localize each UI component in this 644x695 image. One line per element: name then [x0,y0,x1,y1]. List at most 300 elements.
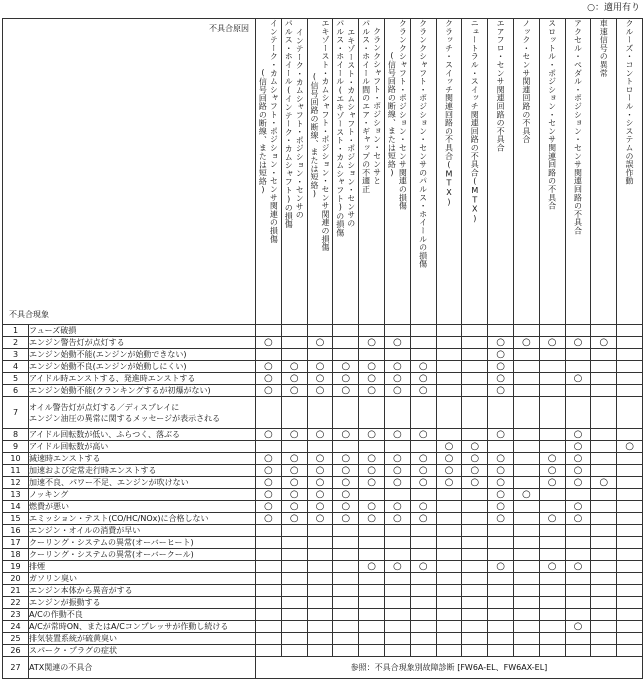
applicability-cell [307,453,333,465]
applicability-cell [488,397,514,429]
applicability-cell [513,621,539,633]
symptom-cell [29,361,256,373]
applicability-cell [591,597,617,609]
applicability-cell [436,621,462,633]
applicability-cell [307,349,333,361]
applicability-cell [513,441,539,453]
applicability-cell [565,501,591,513]
applicable-mark: ○ [393,452,402,464]
applicability-cell [359,597,385,609]
symptom-text: A/Cが常時ON、またはA/Cコンプレッサが作動し続ける [29,622,229,631]
applicability-cell [410,645,436,657]
applicability-cell [513,501,539,513]
applicability-cell [617,645,643,657]
applicability-cell [462,537,488,549]
table-row [3,501,643,513]
applicable-mark: ○ [470,464,480,476]
row-number: 13 [3,489,29,501]
applicability-cell [565,349,591,361]
applicability-cell [436,597,462,609]
applicability-cell [591,573,617,585]
applicability-cell [281,573,307,585]
applicability-cell [359,337,385,349]
applicable-mark: ○ [367,336,376,348]
applicability-cell [384,453,410,465]
applicability-cell [281,633,307,645]
applicability-cell [488,441,514,453]
applicability-cell [513,585,539,597]
applicability-cell [488,597,514,609]
applicability-cell [436,513,462,525]
applicability-cell [591,465,617,477]
applicability-cell [513,325,539,337]
applicable-mark: ○ [573,336,583,348]
applicability-cell [307,621,333,633]
applicability-cell [436,453,462,465]
applicability-cell [307,489,333,501]
applicability-cell [513,537,539,549]
applicability-cell [513,465,539,477]
applicable-mark: ○ [341,452,351,464]
applicable-mark: ○ [547,464,557,476]
applicability-cell [256,361,282,373]
applicable-mark: ○ [315,428,325,440]
applicability-cell [307,501,333,513]
applicability-cell [410,453,436,465]
row-number: 2 [3,337,29,349]
applicability-cell [359,397,385,429]
applicability-cell [384,525,410,537]
applicability-cell [539,501,565,513]
applicability-cell [307,537,333,549]
row-number: 21 [3,585,29,597]
applicable-mark: ○ [367,560,376,572]
applicability-cell [591,477,617,489]
symptom-text: 加速および定常走行時エンストする [29,466,157,475]
applicability-cell [333,609,359,621]
applicability-cell [410,361,436,373]
applicability-cell [281,489,307,501]
table-row [3,325,643,337]
applicability-cell [256,489,282,501]
applicability-cell [462,385,488,397]
applicability-cell [256,337,282,349]
symptom-text: クーリング・システムの異常(オーバークール) [29,550,194,559]
applicability-cell [436,501,462,513]
applicability-cell [384,325,410,337]
table-row [3,373,643,385]
applicable-mark: ○ [315,372,325,384]
table-row [3,429,643,441]
applicable-mark: ○ [289,372,299,384]
applicability-cell [256,441,282,453]
applicable-mark: ○ [315,476,325,488]
applicability-cell [488,549,514,561]
applicability-cell [384,513,410,525]
table-row [3,477,643,489]
applicability-cell [333,361,359,373]
symptom-text: 排煙 [29,562,45,571]
applicability-cell [384,501,410,513]
applicability-cell [359,429,385,441]
applicability-cell [565,525,591,537]
symptom-cause-matrix [2,18,643,679]
applicability-cell [436,397,462,429]
applicability-cell [462,561,488,573]
table-row [3,397,643,429]
row-number: 20 [3,573,29,585]
applicability-cell [436,325,462,337]
symptom-text: エンジン油圧の異常に関するメッセージが表示される [29,413,221,423]
applicable-mark: ○ [573,372,583,384]
applicability-cell [359,477,385,489]
applicability-cell [591,453,617,465]
applicability-cell [488,325,514,337]
applicable-mark: ○ [289,488,299,500]
applicability-cell [462,453,488,465]
cause-column-header [462,19,488,325]
applicability-cell [539,429,565,441]
row-number: 10 [3,453,29,465]
applicability-cell [436,385,462,397]
applicability-cell [565,621,591,633]
applicability-cell [565,453,591,465]
applicability-cell [410,501,436,513]
applicability-cell [333,477,359,489]
applicability-cell [462,325,488,337]
applicability-cell [539,561,565,573]
row-number: 5 [3,373,29,385]
applicability-cell [565,373,591,385]
applicability-cell [617,537,643,549]
applicability-cell [539,385,565,397]
cause-column-header [384,19,410,325]
applicability-cell [488,349,514,361]
applicability-cell [410,513,436,525]
applicable-mark: ○ [496,464,505,476]
applicability-cell [539,537,565,549]
symptom-text: エミッション・テスト(CO/HC/NOx)に合格しない [29,514,209,523]
applicability-cell [617,361,643,373]
applicability-cell [591,385,617,397]
symptom-cell [29,645,256,657]
cause-column-header [617,19,643,325]
applicability-cell [359,373,385,385]
applicability-cell [359,489,385,501]
cause-column-label: スロットル・ポジション・センサ関連回路の不具合 [547,19,557,210]
applicability-cell [333,633,359,645]
applicability-cell [488,561,514,573]
applicable-mark: ○ [547,476,557,488]
matrix-body [3,325,643,679]
symptom-cell [29,621,256,633]
applicable-mark: ○ [289,360,299,372]
applicability-cell [617,337,643,349]
applicability-cell [565,361,591,373]
applicable-mark: ○ [496,372,505,384]
applicability-cell [513,597,539,609]
applicable-mark: ○ [393,372,402,384]
applicability-cell [565,429,591,441]
applicability-cell [256,373,282,385]
applicability-cell [256,585,282,597]
applicability-cell [359,537,385,549]
applicability-cell [462,525,488,537]
applicable-mark: ○ [264,512,273,524]
applicability-cell [488,621,514,633]
row-number: 26 [3,645,29,657]
applicability-cell [410,621,436,633]
applicability-cell [488,513,514,525]
applicability-cell [488,477,514,489]
corner-cell [3,19,256,325]
applicability-cell [307,633,333,645]
applicability-cell [539,513,565,525]
applicable-mark: ○ [418,428,428,440]
symptom-cell [29,549,256,561]
symptom-text: A/Cの作動不良 [29,610,83,619]
applicable-mark: ○ [393,464,402,476]
table-row [3,645,643,657]
symptom-cell [29,489,256,501]
applicability-cell [333,501,359,513]
applicability-cell [281,621,307,633]
symptom-text: 燃費が悪い [29,502,69,511]
applicability-cell [410,385,436,397]
applicability-cell [281,597,307,609]
applicable-mark: ○ [289,476,299,488]
applicable-mark: ○ [573,560,583,572]
table-row [3,585,643,597]
applicability-cell [462,513,488,525]
applicability-cell [384,489,410,501]
applicability-cell [410,633,436,645]
applicability-cell [436,337,462,349]
applicability-cell [256,621,282,633]
applicability-cell [488,465,514,477]
applicability-cell [591,489,617,501]
applicability-cell [359,441,385,453]
symptom-cell [29,429,256,441]
symptom-cell [29,397,256,429]
applicability-cell [488,609,514,621]
applicability-cell [307,609,333,621]
symptom-text: ガソリン臭い [29,574,77,583]
applicable-mark: ○ [367,512,376,524]
cause-column-header [256,19,282,325]
applicability-cell [539,337,565,349]
applicability-cell [281,465,307,477]
symptom-text: ATX関連の不具合 [29,657,256,679]
symptom-cell [29,373,256,385]
applicability-cell [384,441,410,453]
applicability-cell [307,477,333,489]
applicability-cell [256,429,282,441]
applicability-cell [617,465,643,477]
applicability-cell [539,373,565,385]
applicability-cell [333,337,359,349]
table-row [3,609,643,621]
applicability-cell [359,501,385,513]
applicability-cell [462,441,488,453]
cause-column-header [281,19,307,325]
row-number: 18 [3,549,29,561]
applicability-cell [539,465,565,477]
applicability-cell [539,597,565,609]
applicable-mark: ○ [393,384,402,396]
reference-note: 参照：不具合現象別故障診断 [FW6A-EL、FW6AX-EL] [256,657,643,679]
table-row [3,597,643,609]
applicability-cell [256,465,282,477]
applicable-mark: ○ [367,428,376,440]
applicability-cell [384,373,410,385]
applicability-cell [359,609,385,621]
applicability-cell [565,561,591,573]
applicable-mark: ○ [315,336,325,348]
symptom-text: ノッキング [29,490,69,499]
applicability-cell [281,585,307,597]
applicable-mark: ○ [573,440,583,452]
applicability-cell [565,537,591,549]
applicable-mark: ○ [470,440,480,452]
applicability-cell [591,621,617,633]
applicability-cell [256,513,282,525]
applicability-cell [307,525,333,537]
applicable-mark: ○ [444,452,454,464]
applicability-cell [462,477,488,489]
applicable-mark: ○ [341,512,351,524]
applicability-cell [436,477,462,489]
applicability-cell [307,561,333,573]
applicability-cell [617,429,643,441]
applicability-cell [256,561,282,573]
applicability-cell [591,525,617,537]
applicability-cell [436,489,462,501]
table-row [3,337,643,349]
applicability-cell [384,597,410,609]
applicability-cell [436,429,462,441]
applicability-cell [591,609,617,621]
applicability-cell [539,633,565,645]
applicability-cell [488,573,514,585]
applicability-cell [462,609,488,621]
applicability-cell [333,465,359,477]
applicable-mark: ○ [522,488,531,500]
symptom-cell [29,609,256,621]
applicability-cell [281,609,307,621]
applicability-cell [410,397,436,429]
applicability-cell [256,501,282,513]
applicability-cell [565,337,591,349]
applicable-mark: ○ [573,512,583,524]
applicability-cell [256,525,282,537]
applicability-cell [359,325,385,337]
table-row [3,561,643,573]
row-number: 16 [3,525,29,537]
row-number: 19 [3,561,29,573]
applicable-mark: ○ [573,620,583,632]
applicable-mark: ○ [599,476,609,488]
applicable-mark: ○ [315,488,325,500]
applicability-cell [462,349,488,361]
applicability-cell [513,361,539,373]
applicability-cell [591,373,617,385]
header-row [3,19,643,325]
applicability-cell [359,549,385,561]
applicability-cell [307,645,333,657]
applicable-mark: ○ [393,500,402,512]
applicability-cell [281,537,307,549]
applicability-cell [307,465,333,477]
applicability-cell [617,549,643,561]
applicability-cell [410,373,436,385]
applicability-cell [591,645,617,657]
applicability-cell [307,385,333,397]
applicability-cell [281,549,307,561]
symptom-cell [29,573,256,585]
symptom-text: スパーク・プラグの症状 [29,646,117,655]
applicability-cell [488,585,514,597]
applicability-cell [281,453,307,465]
applicability-cell [617,525,643,537]
applicability-cell [617,597,643,609]
applicability-cell [513,385,539,397]
applicability-cell [436,361,462,373]
applicable-mark: ○ [315,464,325,476]
cause-column-header [488,19,514,325]
table-row [3,385,643,397]
applicability-cell [359,525,385,537]
applicability-cell [384,609,410,621]
applicable-mark: ○ [393,360,402,372]
applicability-cell [591,441,617,453]
applicable-mark: ○ [264,372,273,384]
applicability-cell [359,465,385,477]
applicability-cell [539,489,565,501]
applicability-cell [617,385,643,397]
symptom-cell [29,441,256,453]
cause-column-label: クラッチ・スイッチ関連回路の不具合(MTX) [444,19,454,207]
applicability-cell [617,609,643,621]
applicability-cell [591,549,617,561]
applicable-mark: ○ [341,488,351,500]
table-row [3,489,643,501]
applicability-cell [462,633,488,645]
applicability-cell [307,441,333,453]
applicability-cell [617,325,643,337]
applicability-cell [488,633,514,645]
applicable-mark: ○ [496,512,505,524]
applicability-cell [359,453,385,465]
applicability-cell [307,373,333,385]
row-number: 4 [3,361,29,373]
applicable-mark: ○ [367,500,376,512]
applicability-cell [539,525,565,537]
cause-column-label: ノック・センサ関連回路の不具合 [521,19,531,144]
symptom-text: アイドル回転数が低い、ふらつく、落ぶる [29,430,181,439]
applicability-cell [359,585,385,597]
cause-column-header [436,19,462,325]
applicability-cell [539,349,565,361]
applicable-mark: ○ [341,428,351,440]
applicability-cell [410,537,436,549]
applicability-cell [617,585,643,597]
applicability-cell [436,373,462,385]
table-row [3,465,643,477]
symptom-text: 減速時エンストする [29,454,101,463]
applicability-cell [488,385,514,397]
applicability-cell [436,525,462,537]
